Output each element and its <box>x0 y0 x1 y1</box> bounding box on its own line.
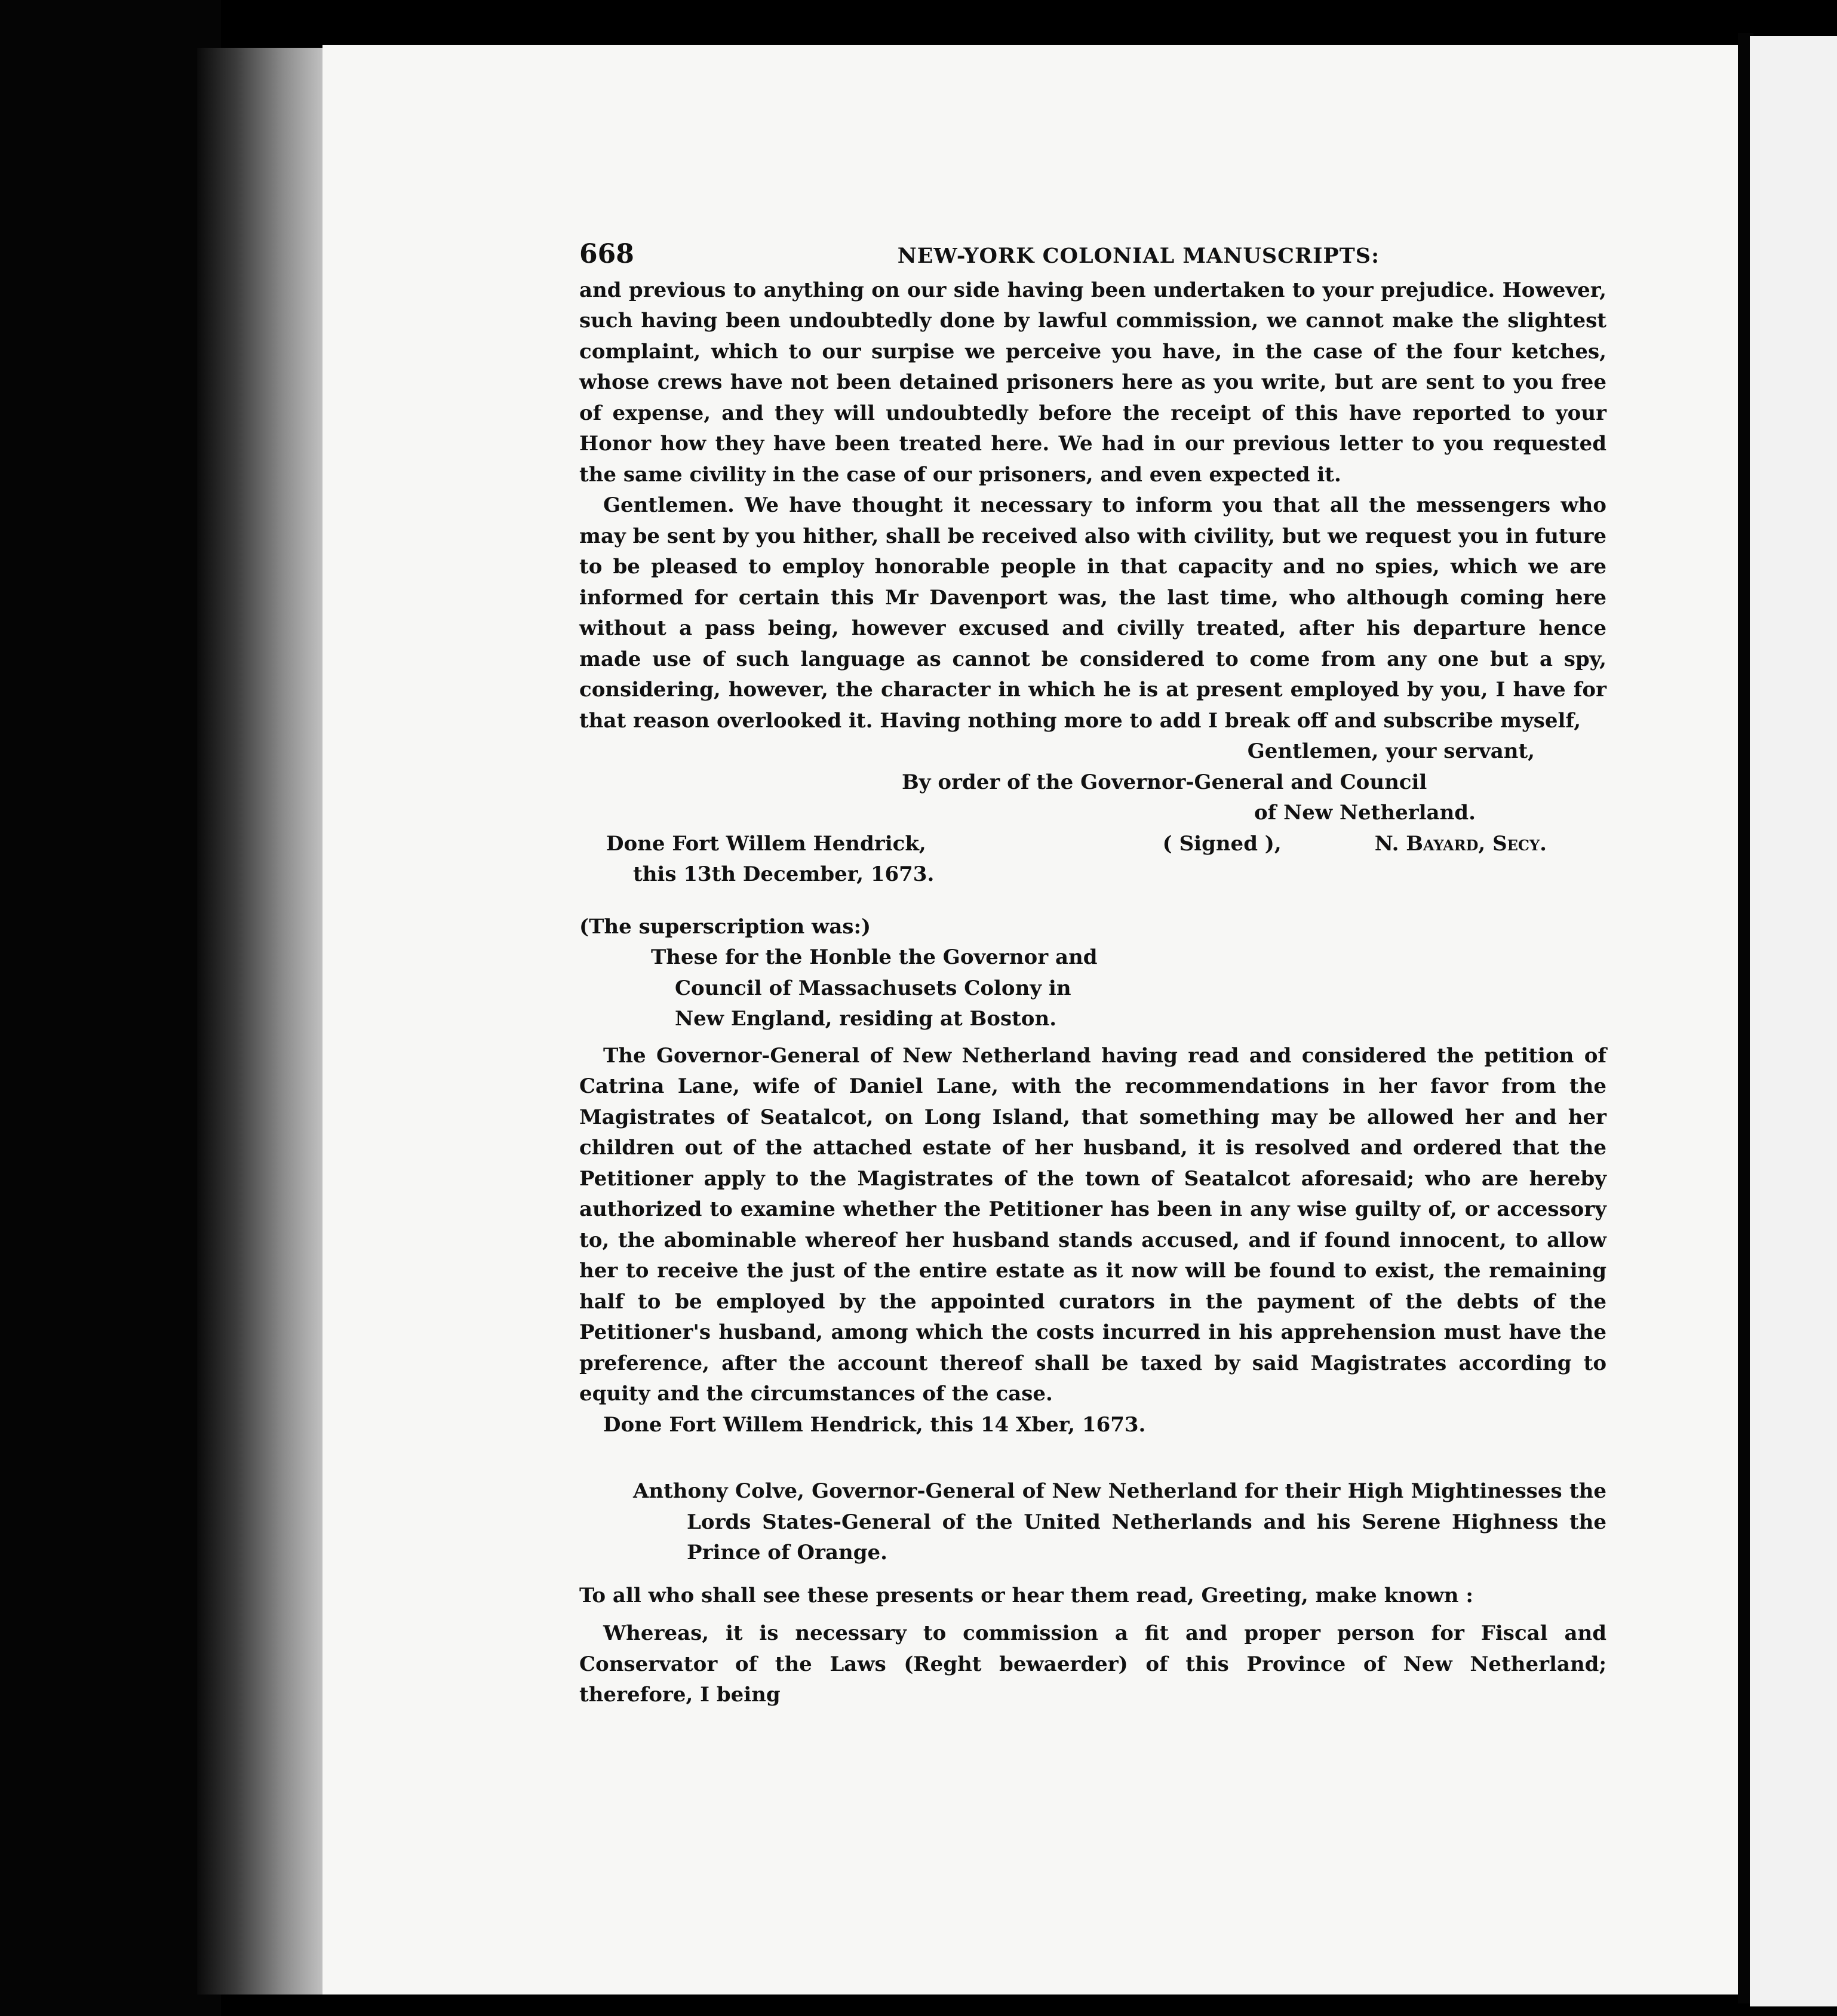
commission-greeting: To all who shall see these presents or hear them read, Greeting, make known : <box>579 1583 1473 1608</box>
scan-border-left <box>0 0 221 2016</box>
signed-label: ( Signed ), <box>1162 831 1282 856</box>
superscription-line-2: Council of Massachusets Colony in <box>675 976 1071 1000</box>
signer-name: N. Bayard, Secy. <box>1374 831 1547 856</box>
done-place: Done Fort Willem Hendrick, <box>606 831 926 856</box>
commission-paragraph: Whereas, it is necessary to commission a fit and proper person for Fiscal and Conservator of the Laws (Reght bewaerder) of this Province of New Netherland; therefore, I being <box>579 1621 1606 1707</box>
page-number: 668 <box>579 239 634 269</box>
resolution-done: Done Fort Willem Hendrick, this 14 Xber, 1673. <box>603 1412 1146 1437</box>
page-text <box>579 239 1606 1711</box>
superscription-label: (The superscription was:) <box>579 914 871 939</box>
commission-title: Anthony Colve, Governor-General of New Netherland for their High Mightinesses the Lords States-General of the United Netherlands and his Serene Highness the Prince of Orange. <box>633 1479 1606 1565</box>
letter-closing: Gentlemen, your servant, <box>1247 739 1535 763</box>
running-title: NEW-YORK COLONIAL MANUSCRIPTS: <box>897 244 1380 268</box>
superscription-line-3: New England, residing at Boston. <box>675 1007 1057 1031</box>
letter-paragraph-1: and previous to anything on our side having been undertaken to your prejudice. However, such having been undoubtedly done by lawful commission, we cannot make the slightest complaint, which to our surpise we perceive you have, in the case of the four ketches, whose crews have not been detained prisoners here as you write, but are sent to you free of expense, and they will undoubtedly before the receipt of this have reported to your Honor how they have been treated here. We had in our previous letter to you requested the same civility in the case of our prisoners, and even expected it. <box>579 278 1606 487</box>
page-header <box>579 239 1606 272</box>
order-line-2: of New Netherland. <box>1254 801 1476 825</box>
superscription-line-1: These for the Honble the Governor and <box>651 945 1098 969</box>
book-page-edges <box>197 48 328 1995</box>
facing-page-edge <box>1750 36 1837 2006</box>
resolution-paragraph: The Governor-General of New Netherland having read and considered the petition of Catrina Lane, wife of Daniel Lane, with the recommendations in her favor from the Magistrates of Seatalcot, on Long Island, that something may be allowed her and her children out of the attached estate of her husband, it is resolved and ordered that the Petitioner apply to the Magistrates of the town of Seatalcot aforesaid; who are hereby authorized to examine whether the Petitioner has been in any wise guilty of, or accessory to, the abominable whereof her husband stands accused, and if found innocent, to allow her to receive the just of the entire estate as it now will be found to exist, the remaining half to be employed by the appointed curators in the payment of the debts of the Petitioner's husband, among which the costs incurred in his apprehension must have the preference, after the account thereof shall be taxed by said Magistrates according to equity and the circumstances of the case. <box>579 1043 1606 1406</box>
done-date: this 13th December, 1673. <box>633 862 935 886</box>
order-line-1: By order of the Governor-General and Council <box>902 770 1427 794</box>
signature-line <box>579 829 1606 860</box>
letter-paragraph-2: Gentlemen. We have thought it necessary to inform you that all the messengers who may be sent by you hither, shall be received also with civility, but we request you in future to be pleased to employ honorable people in that capacity and no spies, which we are informed for certain this Mr Davenport was, the last time, who although coming here without a pass being, however excused and civilly treated, after his departure hence made use of such language as cannot be considered to come from any one but a spy, considering, however, the character in which he is at present employed by you, I have for that reason overlooked it. Having nothing more to add I break off and subscribe myself, <box>579 493 1606 733</box>
